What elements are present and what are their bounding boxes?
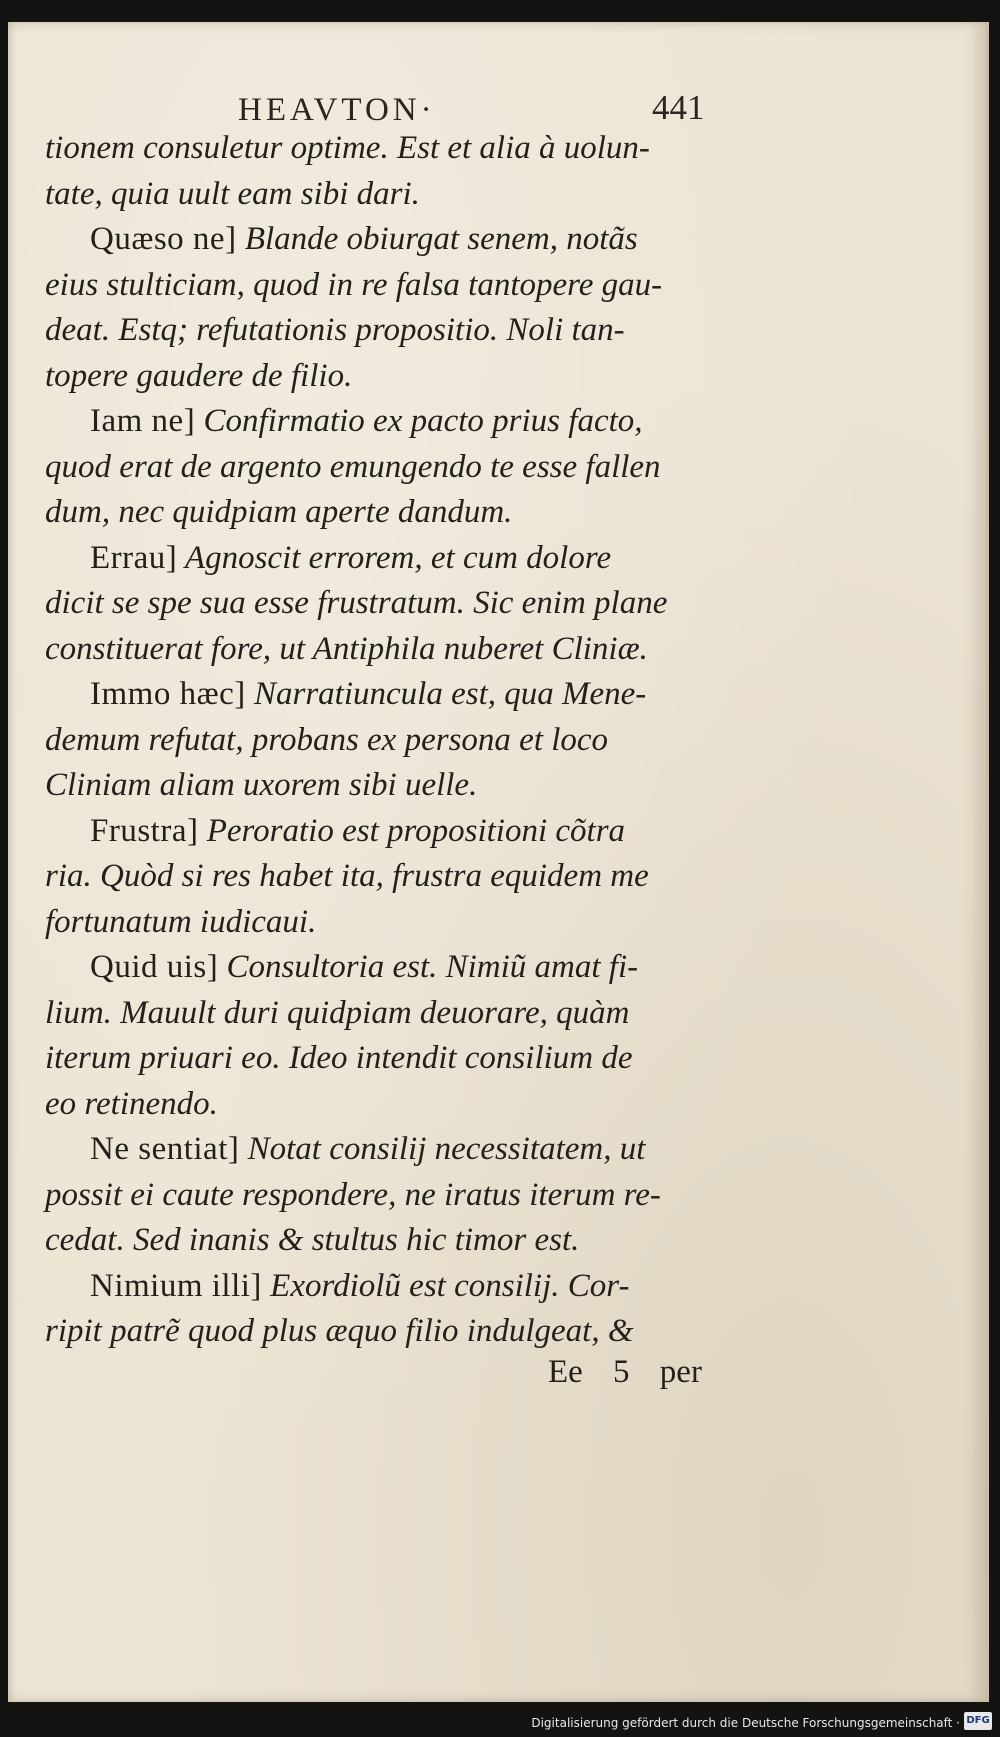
commentary-entry	[45, 809, 735, 946]
text-line: dicit se spe sua esse frustratum. Sic enim plane	[45, 585, 668, 621]
text-line: deat. Estq; refutationis propositio. Noli tan-	[45, 312, 625, 348]
text-line: Cliniam aliam uxorem sibi uelle.	[45, 767, 478, 803]
text-line: Blande obiurgat senem, notãs	[236, 221, 638, 257]
lemma: Errau]	[90, 539, 178, 576]
text-line: fortunatum iudicaui.	[45, 903, 317, 940]
text-line: Confirmatio ex pacto prius facto,	[195, 403, 643, 439]
lemma: Ne sentiat]	[90, 1131, 240, 1167]
lemma: Quid uis]	[90, 949, 219, 985]
text-line: Notat consilij necessitatem, ut	[239, 1131, 646, 1167]
text-line: eius stulticiam, quod in re falsa tantopere gau-	[45, 266, 663, 303]
text-line: demum refutat, probans ex persona et loco	[45, 721, 609, 758]
text-line: possit ei caute respondere, ne iratus iterum re-	[45, 1176, 661, 1213]
dfg-logo-icon: DFG	[964, 1712, 992, 1730]
text-line: constituerat fore, ut Antiphila nuberet Cliniæ.	[45, 630, 648, 667]
commentary-text	[45, 126, 735, 1355]
commentary-entry	[45, 672, 735, 809]
text-line: cedat. Sed inanis & stultus hic timor est.	[45, 1222, 580, 1258]
commentary-entry	[45, 1127, 735, 1264]
commentary-entry	[45, 945, 735, 1127]
commentary-entry	[45, 1264, 735, 1355]
text-line: iterum priuari eo. Ideo intendit consilium de	[45, 1040, 633, 1076]
lemma: Immo hæc]	[90, 676, 246, 712]
text-line: Narratiuncula est, qua Mene-	[245, 676, 647, 712]
text-line: Consultoria est. Nimiũ amat fi-	[218, 949, 639, 985]
text-line: dum, nec quidpiam aperte dandum.	[45, 494, 513, 530]
commentary-entry	[45, 399, 735, 536]
text-line: ripit patrẽ quod plus æquo filio indulgeat, &	[45, 1313, 634, 1349]
page-number: 441	[652, 88, 705, 127]
lemma: Quæso ne]	[90, 221, 237, 257]
text-line: ria. Quòd si res habet ita, frustra equidem me	[45, 858, 649, 894]
running-title: HEAVTON·	[238, 92, 436, 128]
commentary-entry	[45, 536, 735, 673]
text-line: lium. Mauult duri quidpiam deuorare, quàm	[45, 994, 630, 1031]
text-line: tionem consuletur optime. Est et alia à uolun-	[45, 130, 650, 166]
lemma: Iam ne]	[90, 403, 196, 439]
funding-credit: Digitalisierung gefördert durch die Deutsche Forschungsgemeinschaft ·	[531, 1716, 960, 1730]
text-line: Exordiolũ est consilij. Cor-	[261, 1267, 630, 1304]
text-line: quod erat de argento emungendo te esse fallen	[45, 448, 661, 485]
text-line: tate, quia uult eam sibi dari.	[45, 175, 420, 212]
text-line: Peroratio est propositioni cõtra	[198, 812, 626, 849]
lemma: Nimium illi]	[90, 1267, 262, 1304]
commentary-entry	[45, 217, 735, 399]
text-line: Agnoscit errorem, et cum dolore	[177, 539, 612, 576]
catchword: Ee 5 per	[548, 1354, 702, 1390]
text-line: eo retinendo.	[45, 1085, 218, 1122]
text-line: topere gaudere de filio.	[45, 357, 353, 394]
lemma: Frustra]	[90, 812, 199, 849]
